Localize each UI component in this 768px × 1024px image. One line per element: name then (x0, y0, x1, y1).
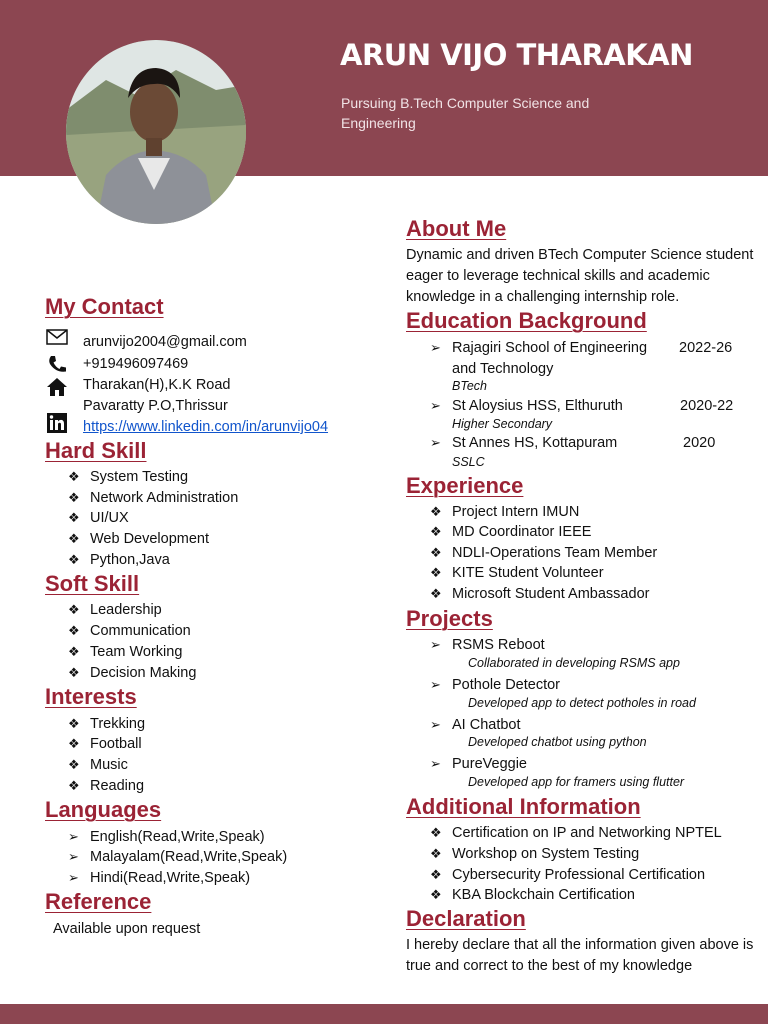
project-desc: Collaborated in developing RSMS app (468, 656, 680, 670)
experience-heading: Experience (406, 473, 524, 498)
bullet-diamond-icon: ❖ (430, 524, 442, 539)
home-icon (46, 377, 68, 397)
list-item: Trekking (90, 716, 146, 732)
bullet-diamond-icon: ❖ (68, 757, 80, 772)
interests-heading: Interests (45, 684, 137, 709)
contact-email[interactable]: arunvijo2004@gmail.com (83, 334, 247, 350)
list-item: UI/UX (90, 510, 129, 526)
bullet-diamond-icon: ❖ (430, 887, 442, 902)
bullet-diamond-icon: ❖ (68, 490, 80, 505)
project-desc: Developed chatbot using python (468, 735, 647, 749)
education-school: St Annes HS, Kottapuram (452, 435, 618, 451)
list-item: Microsoft Student Ambassador (452, 586, 650, 602)
declaration-text: I hereby declare that all the information given above is true and correct to the best of my knowledge (406, 937, 754, 974)
list-item: KBA Blockchain Certification (452, 887, 635, 903)
education-year: 2022-26 (679, 340, 733, 356)
contact-address-line1: Tharakan(H),K.K Road (83, 377, 231, 393)
bullet-diamond-icon: ❖ (68, 552, 80, 567)
bullet-diamond-icon: ❖ (430, 846, 442, 861)
bullet-diamond-icon: ❖ (68, 778, 80, 793)
bullet-diamond-icon: ❖ (68, 736, 80, 751)
contact-address-line2: Pavaratty P.O,Thrissur (83, 398, 228, 414)
bullet-diamond-icon: ❖ (68, 644, 80, 659)
hard-skill-heading: Hard Skill (45, 438, 147, 463)
reference-heading: Reference (45, 889, 152, 914)
bullet-arrow-icon: ➢ (430, 756, 441, 771)
languages-heading: Languages (45, 797, 162, 822)
bullet-arrow-icon: ➢ (430, 717, 441, 732)
footer-banner (0, 1004, 768, 1024)
education-degree: BTech (452, 379, 487, 393)
bullet-arrow-icon: ➢ (430, 637, 441, 652)
contact-heading: My Contact (45, 294, 164, 319)
profile-photo (66, 40, 246, 224)
email-icon (46, 327, 68, 347)
education-degree: Higher Secondary (452, 417, 553, 431)
soft-skill-heading: Soft Skill (45, 571, 140, 596)
list-item: Malayalam(Read,Write,Speak) (90, 849, 288, 865)
bullet-diamond-icon: ❖ (68, 531, 80, 546)
list-item: Decision Making (90, 665, 197, 681)
list-item: System Testing (90, 469, 189, 485)
linkedin-link[interactable]: https://www.linkedin.com/in/arunvijo04 (83, 419, 329, 435)
education-school: St Aloysius HSS, Elthuruth (452, 398, 623, 414)
list-item: Project Intern IMUN (452, 504, 580, 520)
bullet-arrow-icon: ➢ (430, 677, 441, 692)
bullet-arrow-icon: ➢ (68, 849, 79, 864)
project-title: Pothole Detector (452, 677, 561, 693)
linkedin-icon[interactable] (46, 413, 68, 433)
project-title: RSMS Reboot (452, 637, 545, 653)
list-item: Leadership (90, 602, 162, 618)
list-item: Web Development (90, 531, 210, 547)
list-item: MD Coordinator IEEE (452, 524, 592, 540)
list-item: Workshop on System Testing (452, 846, 640, 862)
education-degree: SSLC (452, 455, 485, 469)
education-year: 2020-22 (680, 398, 734, 414)
list-item: Reading (90, 778, 145, 794)
bullet-diamond-icon: ❖ (430, 545, 442, 560)
declaration-heading: Declaration (406, 906, 526, 931)
list-item: Team Working (90, 644, 183, 660)
list-item: Communication (90, 623, 191, 639)
bullet-diamond-icon: ❖ (430, 867, 442, 882)
list-item: English(Read,Write,Speak) (90, 829, 265, 845)
list-item: Certification on IP and Networking NPTEL (452, 825, 722, 841)
bullet-diamond-icon: ❖ (430, 504, 442, 519)
list-item: Music (90, 757, 128, 773)
bullet-diamond-icon: ❖ (68, 716, 80, 731)
bullet-diamond-icon: ❖ (430, 825, 442, 840)
contact-phone[interactable]: +919496097469 (83, 356, 189, 372)
bullet-diamond-icon: ❖ (68, 510, 80, 525)
bullet-arrow-icon: ➢ (68, 829, 79, 844)
bullet-diamond-icon: ❖ (430, 565, 442, 580)
bullet-diamond-icon: ❖ (68, 665, 80, 680)
candidate-subtitle: Pursuing B.Tech Computer Science and Engineering (341, 95, 590, 131)
project-title: AI Chatbot (452, 717, 521, 733)
bullet-arrow-icon: ➢ (430, 340, 441, 355)
about-text: Dynamic and driven BTech Computer Science student eager to leverage technical skills and academic knowledge in a challenging internship role. (406, 247, 754, 305)
bullet-diamond-icon: ❖ (68, 469, 80, 484)
phone-icon (46, 354, 68, 374)
list-item: Football (90, 736, 142, 752)
list-item: Network Administration (90, 490, 239, 506)
bullet-arrow-icon: ➢ (430, 435, 441, 450)
project-desc: Developed app to detect potholes in road (468, 696, 696, 710)
additional-heading: Additional Information (406, 794, 641, 819)
bullet-arrow-icon: ➢ (68, 870, 79, 885)
education-heading: Education Background (406, 308, 647, 333)
list-item: KITE Student Volunteer (452, 565, 604, 581)
education-school: Rajagiri School of Engineering (452, 340, 648, 356)
reference-text: Available upon request (53, 921, 201, 937)
projects-heading: Projects (406, 606, 493, 631)
list-item: NDLI-Operations Team Member (452, 545, 658, 561)
list-item: Hindi(Read,Write,Speak) (90, 870, 251, 886)
bullet-diamond-icon: ❖ (430, 586, 442, 601)
list-item: Cybersecurity Professional Certification (452, 867, 706, 883)
project-desc: Developed app for framers using flutter (468, 775, 685, 789)
bullet-arrow-icon: ➢ (430, 398, 441, 413)
bullet-diamond-icon: ❖ (68, 623, 80, 638)
candidate-name: ARUN VIJO THARAKAN (340, 38, 693, 72)
education-year: 2020 (683, 435, 716, 451)
list-item: Python,Java (90, 552, 170, 568)
about-heading: About Me (406, 216, 507, 241)
education-school-cont: and Technology (452, 361, 554, 377)
project-title: PureVeggie (452, 756, 527, 772)
bullet-diamond-icon: ❖ (68, 602, 80, 617)
